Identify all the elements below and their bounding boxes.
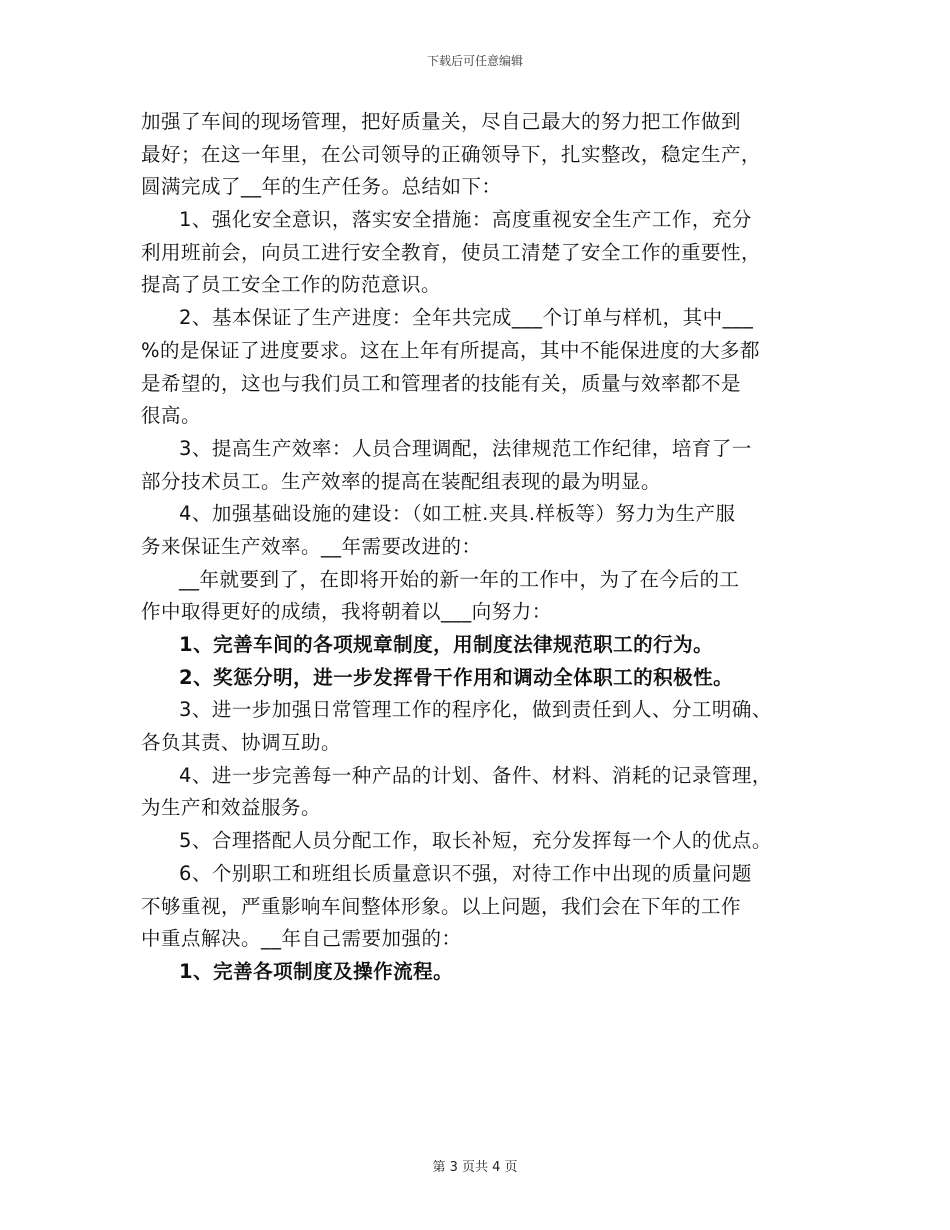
- bold-text-line: 2、奖惩分明，进一步发挥骨干作用和调动全体职工的积极性。: [179, 665, 734, 689]
- text-line: 利用班前会，向员工进行安全教育，使员工清楚了安全工作的重要性，: [141, 240, 762, 264]
- text-line: 很高。: [141, 404, 202, 428]
- text-line: 3、进一步加强日常管理工作的程序化，做到责任到人、分工明确、: [179, 698, 772, 722]
- text-line: 2、基本保证了生产进度：全年共完成___个订单与样机，其中___: [179, 306, 754, 330]
- text-line: 4、进一步完善每一种产品的计划、备件、材料、消耗的记录管理，: [179, 763, 772, 787]
- text-line: 4、加强基础设施的建设：（如工桩.夹具.样板等）努力为生产服: [179, 502, 736, 526]
- text-line: 5、合理搭配人员分配工作，取长补短，充分发挥每一个人的优点。: [179, 829, 772, 853]
- text-line: 最好；在这一年里，在公司领导的正确领导下，扎实整改，稳定生产，: [141, 142, 762, 166]
- text-line: 提高了员工安全工作的防范意识。: [141, 273, 442, 297]
- text-line: 6、个别职工和班组长质量意识不强，对待工作中出现的质量问题: [179, 861, 752, 885]
- text-line: 为生产和效益服务。: [141, 796, 322, 820]
- text-line: 圆满完成了__年的生产任务。总结如下：: [141, 175, 502, 199]
- text-line: %的是保证了进度要求。这在上年有所提高，其中不能保进度的大多都: [141, 338, 761, 362]
- text-line: 3、提高生产效率：人员合理调配，法律规范工作纪律，培育了一: [179, 436, 752, 460]
- text-line: __年就要到了，在即将开始的新一年的工作中，为了在今后的工: [179, 567, 740, 591]
- text-line: 各负其责、协调互助。: [141, 731, 342, 755]
- text-line: 作中取得更好的成绩，我将朝着以___向努力：: [141, 600, 552, 624]
- text-line: 不够重视，严重影响车间整体形象。以上问题，我们会在下年的工作: [141, 894, 742, 918]
- text-line: 部分技术员工。生产效率的提高在装配组表现的最为明显。: [141, 469, 662, 493]
- text-line: 中重点解决。__年自己需要加强的：: [141, 927, 462, 951]
- bold-text-line: 1、完善车间的各项规章制度，用制度法律规范职工的行为。: [179, 633, 714, 656]
- page-footer: 第 3 页共 4 页: [432, 1160, 518, 1175]
- text-line: 加强了车间的现场管理，把好质量关，尽自己最大的努力把工作做到: [141, 110, 742, 133]
- page-header: 下载后可任意编辑: [426, 54, 523, 68]
- text-line: 1、强化安全意识，落实安全措施：高度重视安全生产工作，充分: [179, 208, 752, 232]
- bold-text-line: 1、完善各项制度及操作流程。: [179, 959, 454, 983]
- text-line: 是希望的，这也与我们员工和管理者的技能有关，质量与效率都不是: [141, 371, 742, 395]
- document-body: [141, 106, 831, 989]
- text-line: 务来保证生产效率。__年需要改进的：: [141, 534, 482, 558]
